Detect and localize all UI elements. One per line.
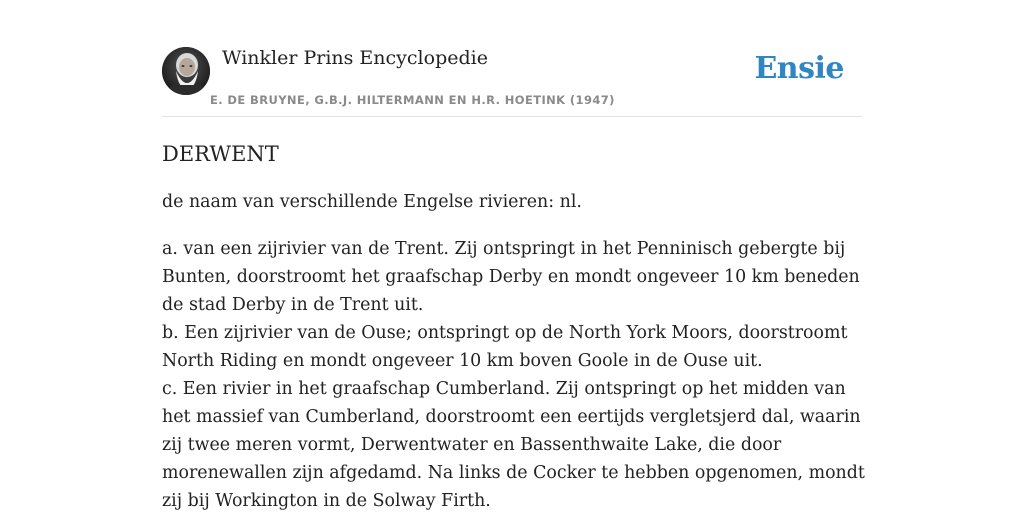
author-avatar[interactable] [162, 47, 210, 95]
entry-item-c: c. Een rivier in het graafschap Cumberland. Zij ontspringt op het midden van het massief van Cumberland, doorstroomt een eertijds vergletsjerd dal, waarin zij twee meren vormt, Derwentwater en Bassenthwaite Lake, die door morenewallen zijn afgedamd. Na links de Cocker te hebben opgenomen, mondt zij bij Workington in de Solway Firth. [162, 379, 865, 511]
entry-intro [162, 188, 867, 216]
entry-intro-text: de naam van verschillende Engelse rivieren: nl. [162, 192, 582, 212]
entry-item-a: a. van een zijrivier van de Trent. Zij ontspringt in het Penninisch gebergte bij Bunten, doorstroomt het graafschap Derby en mondt ongeveer 10 km beneden de stad Derby in de Trent uit. [162, 239, 860, 315]
portrait-photo-icon [162, 47, 210, 95]
source-header [162, 46, 862, 117]
entry-title: DERWENT [162, 142, 279, 166]
entry-item-b: b. Een zijrivier van de Ouse; ontspringt op de North York Moors, doorstroomt North Riding en mondt ongeveer 10 km boven Goole in de Ouse uit. [162, 323, 848, 371]
entry-content [162, 138, 867, 512]
ensie-logo[interactable]: Ensie [754, 51, 844, 86]
source-authors: E. DE BRUYNE, G.B.J. HILTERMANN EN H.R. HOETINK (1947) [210, 93, 615, 107]
entry-definition-list [162, 235, 867, 512]
source-title[interactable]: Winkler Prins Encyclopedie [222, 47, 488, 69]
